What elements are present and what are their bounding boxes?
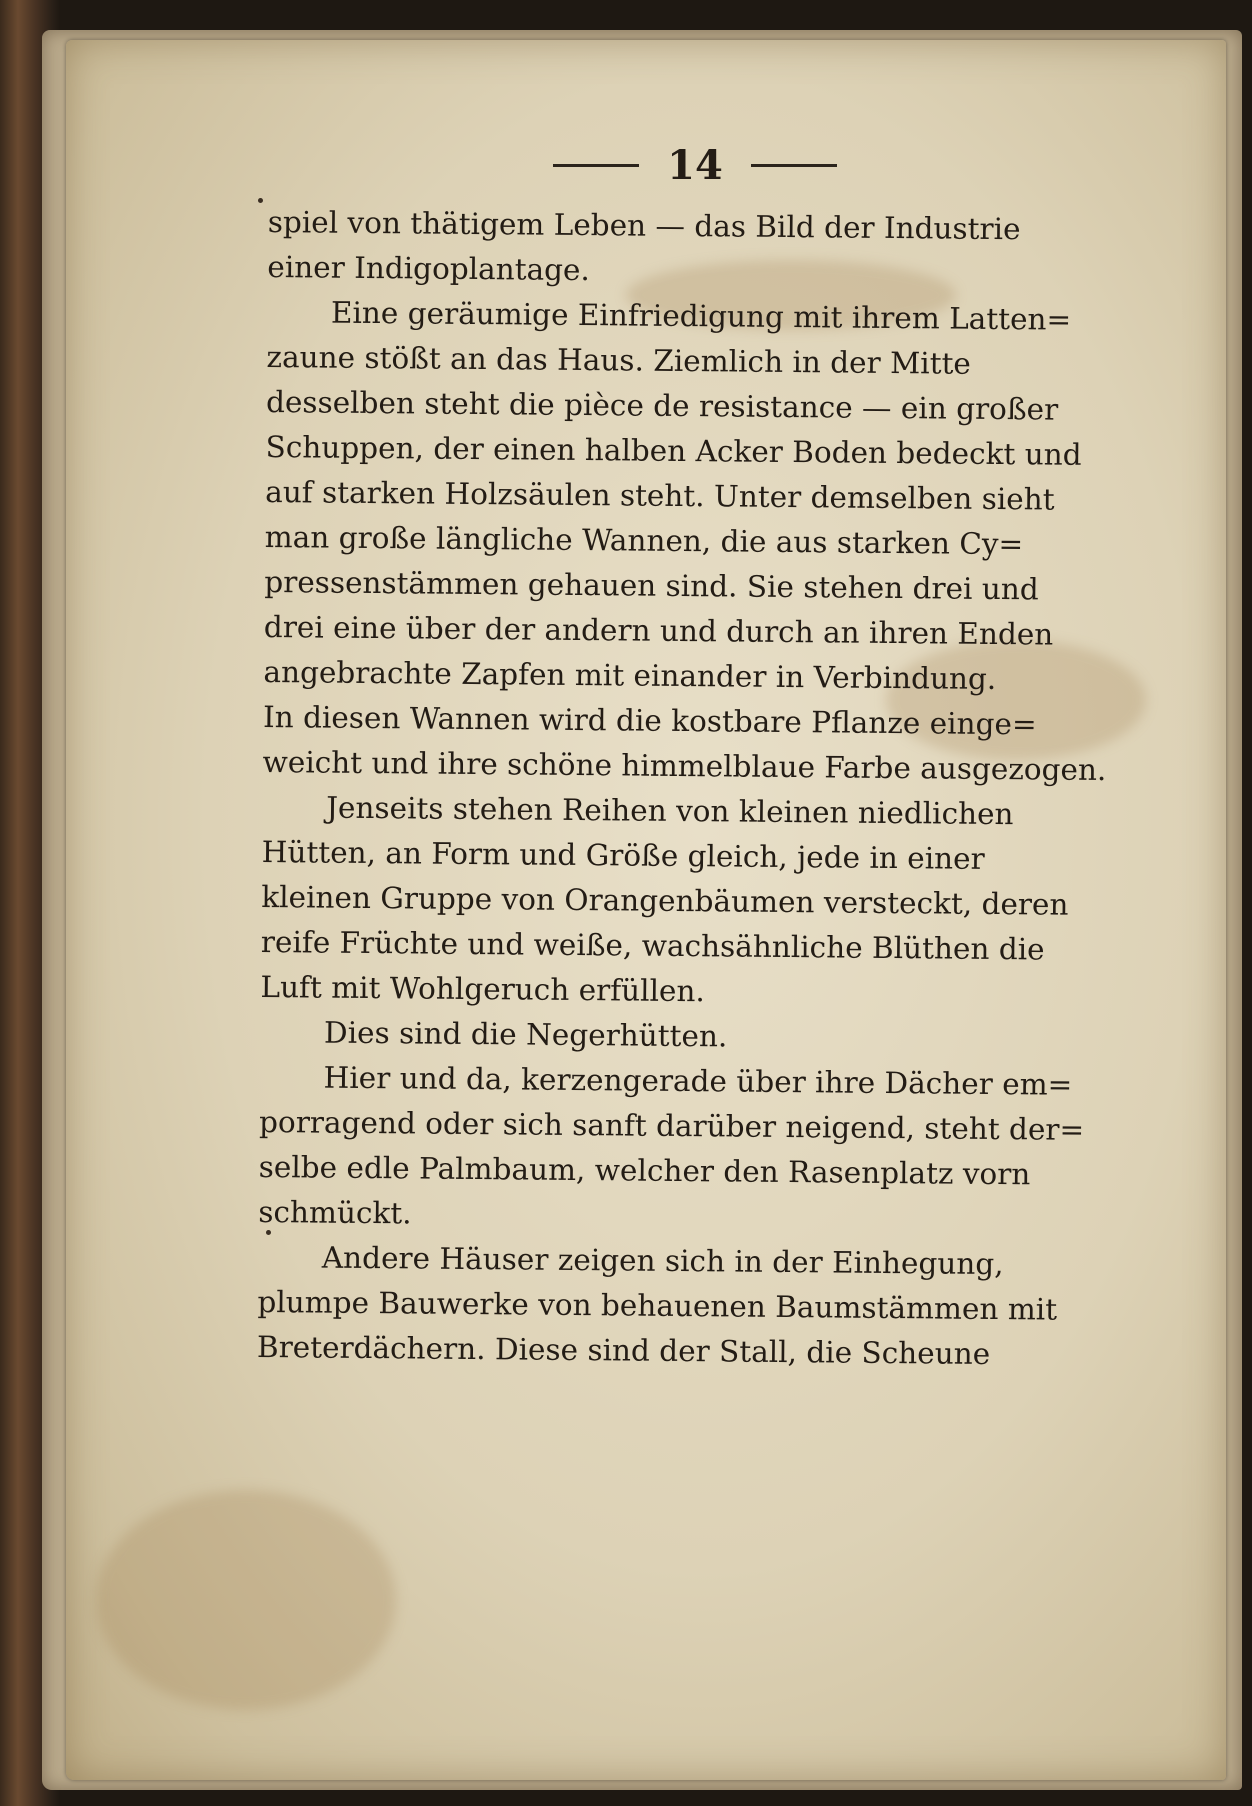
text-line: reife Früchte und weiße, wachsähnliche Blüthen die [260,924,1045,967]
text-line: drei eine über der andern und durch an ihren Enden [263,609,1054,652]
text-line: desselben steht die pièce de resistance — ein großer [265,384,1059,427]
text-line: Schuppen, der einen halben Acker Boden bedeckt und [265,429,1082,472]
text-line: Hütten, an Form und Größe gleich, jede in einer [261,834,985,876]
text-line: selbe edle Palmbaum, welcher den Rasenplatz vorn [258,1149,1031,1192]
text-line: man große längliche Wannen, die aus starken Cy= [264,519,1024,562]
text-line: zaune stößt an das Haus. Ziemlich in der Mitte [266,339,972,381]
text-line: plumpe Bauwerke von behauenen Baumstämmen mit [257,1284,1058,1327]
ink-speck [258,198,263,203]
page-header [480,135,910,195]
text-line: porragend oder sich sanft darüber neigend, steht der= [258,1104,1085,1147]
text-line: In diesen Wannen wird die kostbare Pflanze einge= [262,699,1037,742]
page-number: 14 [667,141,723,189]
text-line: pressenstämmen gehauen sind. Sie stehen drei und [264,564,1039,607]
header-rule-right [751,164,837,167]
text-line: Luft mit Wohlgeruch erfüllen. [260,969,706,1009]
text-line: Andere Häuser zeigen sich in der Einhegung, [321,1240,1004,1282]
text-line: einer Indigoplantage. [267,249,591,288]
text-line: schmückt. [258,1194,412,1231]
body-text [257,200,1128,1378]
text-line: Eine geräumige Einfriedigung mit ihrem Latten= [330,295,1072,337]
text-line: Hier und da, kerzengerade über ihre Dächer em= [323,1060,1073,1102]
text-line: weicht und ihre schöne himmelblaue Farbe ausgezogen. [262,744,1107,788]
text-line: auf starken Holzsäulen steht. Unter demselben sieht [265,474,1055,517]
text-line: kleinen Gruppe von Orangenbäumen versteckt, deren [261,879,1069,922]
age-stain [96,1490,396,1710]
text-line: angebrachte Zapfen mit einander in Verbindung. [263,654,997,697]
text-line: Jenseits stehen Reihen von kleinen niedlichen [326,790,1014,832]
text-line: spiel von thätigem Leben — das Bild der Industrie [267,204,1021,247]
text-line: Dies sind die Negerhütten. [323,1015,728,1054]
header-rule-left [553,164,639,167]
text-line: Breterdächern. Diese sind der Stall, die Scheune [256,1329,991,1371]
